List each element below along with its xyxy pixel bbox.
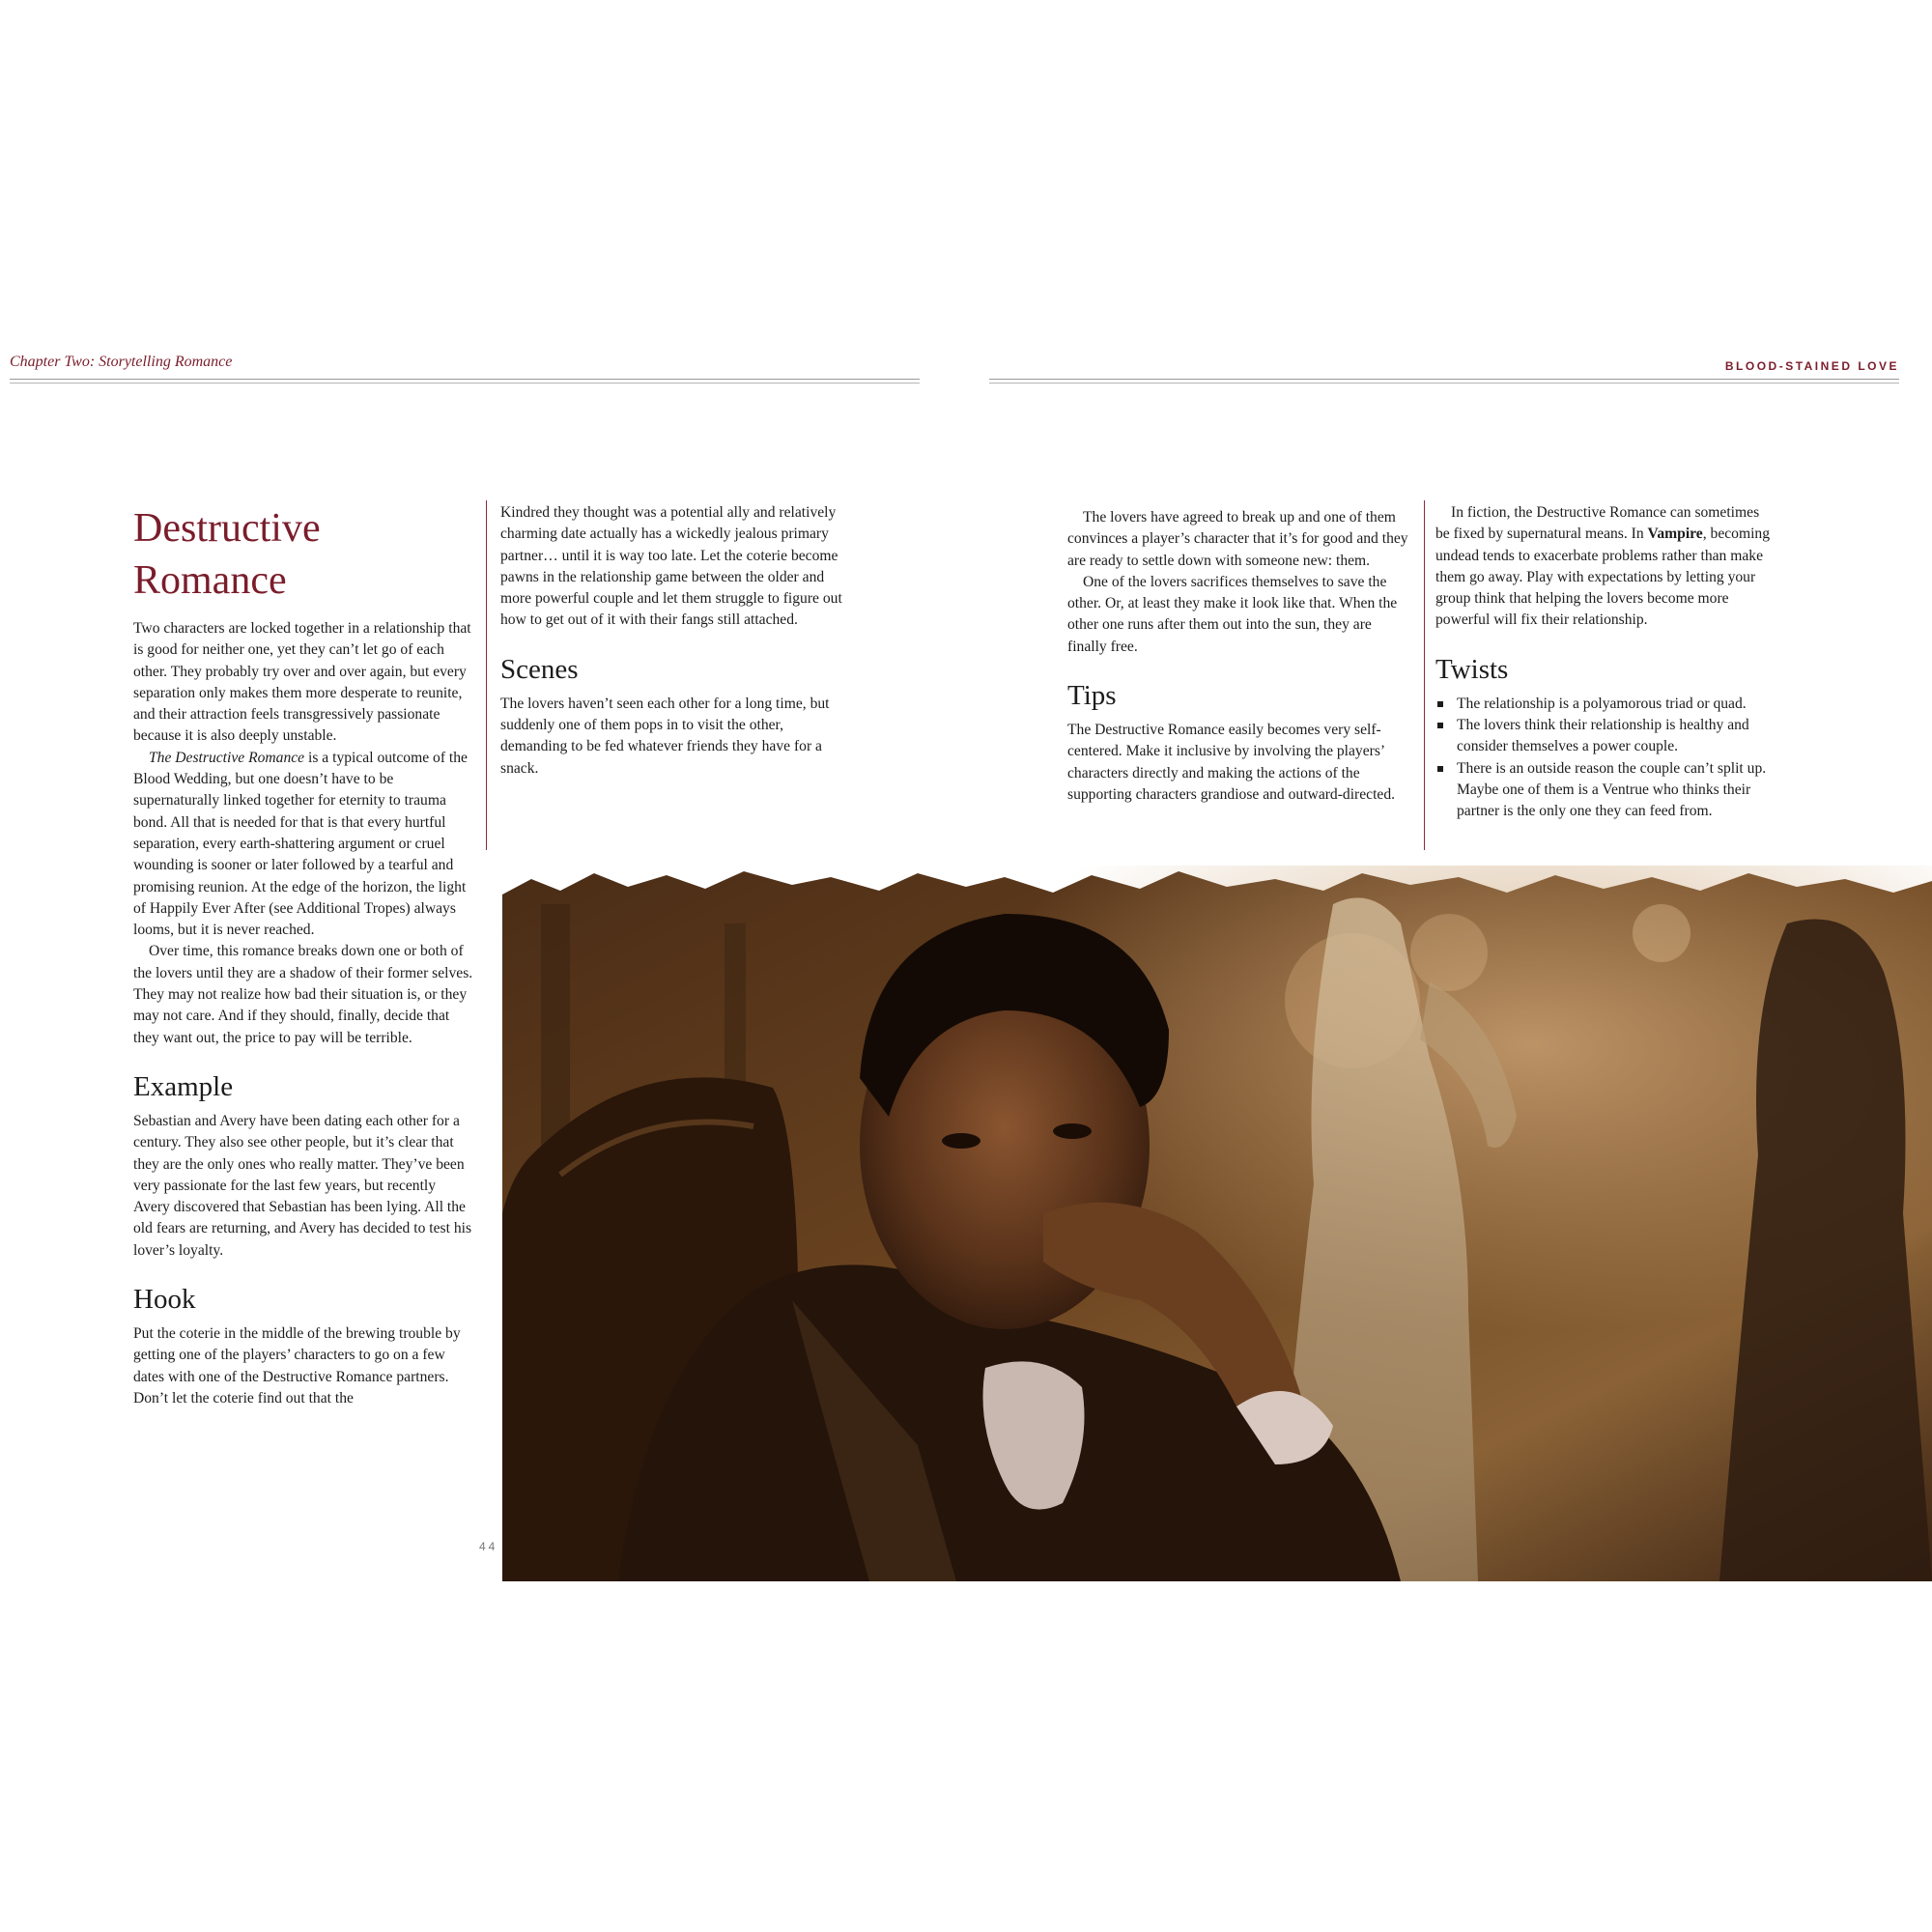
intro-paragraph: Two characters are locked together in a relationship that is good for neither one, yet they can’t let go of each other. They probably try over and over again, but every separation only makes them more desperate to reunite, and their attraction feels transgressively passionate because it is also deeply unstable. (133, 620, 471, 745)
overtime-paragraph: Over time, this romance breaks down one or both of the lovers until they are a shadow of their former selves. They may not realize how bad their situation is, or they may not care. And if they should, finally, decide that they want out, the price to pay will be terrible. (133, 943, 473, 1046)
header-rule-right (989, 379, 1899, 380)
twists-heading: Twists (1435, 653, 1509, 685)
scenes-heading: Scenes (500, 653, 579, 685)
scene-breakup-paragraph: The lovers have agreed to break up and one of them convinces a player’s character that it’s for good and they are ready to settle down with someone new: them. (1067, 509, 1408, 569)
bokeh-light (1410, 914, 1488, 991)
man-eye-right (1053, 1123, 1092, 1139)
header-rule-left (10, 379, 920, 380)
header-chapter-title: Chapter Two: Storytelling Romance (10, 354, 233, 370)
man-eye-left (942, 1133, 980, 1149)
section-title (133, 502, 473, 607)
column-1 (133, 502, 473, 1409)
example-heading: Example (133, 1070, 234, 1102)
column-4 (1435, 502, 1776, 823)
scenes-paragraph: The lovers haven’t seen each other for a long time, but suddenly one of them pops in to visit the other, demanding to be fed whatever friends they have for a snack. (500, 695, 830, 777)
column-2 (500, 502, 842, 780)
fiction-paragraph (1435, 502, 1776, 632)
twist-item: The lovers think their relationship is healthy and consider themselves a power couple. (1435, 715, 1776, 758)
fiction-text-after: , becoming undead tends to exacerbate problems rather than make them go away. Play with expectations by letting your group think that helping the lovers become more powerful will fix their relationship. (1435, 526, 1771, 629)
page-number: 44 (479, 1540, 498, 1553)
column-3 (1067, 507, 1411, 806)
fiction-text-before: In fiction, the Destructive Romance can sometimes be fixed by supernatural means. In (1435, 504, 1760, 543)
tips-heading: Tips (1067, 680, 1117, 712)
twist-item: There is an outside reason the couple can’t split up. Maybe one of them is a Ventrue who thinks their partner is the only one they can feed from. (1435, 758, 1776, 823)
outcome-paragraph (133, 748, 473, 942)
hook-heading: Hook (133, 1284, 196, 1316)
column-divider-2 (1424, 500, 1425, 850)
column-divider-1 (486, 500, 487, 850)
twists-list (1435, 694, 1776, 823)
vampire-bold: Vampire (1647, 526, 1703, 543)
title-line-1: Destructive (133, 506, 321, 551)
example-paragraph: Sebastian and Avery have been dating each other for a century. They also see other people, but it’s clear that they are the only ones who really matter. They’ve been very passionate for the last few years, but recently Avery discovered that Sebastian has been lying. All the old fears are returning, and Avery has decided to test his lover’s loyalty. (133, 1112, 472, 1259)
scene-sacrifice-paragraph: One of the lovers sacrifices themselves to save the other. Or, at least they make it look like that. When the other one runs after them out into the sun, they are finally free. (1067, 573, 1398, 655)
twist-item: The relationship is a polyamorous triad or quad. (1435, 694, 1776, 715)
hook-paragraph: Put the coterie in the middle of the brewing trouble by getting one of the players’ characters to go on a few dates with one of the Destructive Romance partners. Don’t let the coterie find out that the (133, 1325, 461, 1406)
tips-paragraph: The Destructive Romance easily becomes very self-centered. Make it inclusive by involving the players’ characters directly and making the actions of the supporting characters grandiose and outward-directed. (1067, 722, 1396, 803)
outcome-italic: The Destructive Romance (149, 749, 305, 766)
bokeh-light (1633, 904, 1690, 962)
header-book-title: BLOOD-STAINED LOVE (1724, 359, 1899, 373)
illustration-svg (502, 866, 1932, 1581)
hook-continued-paragraph: Kindred they thought was a potential ally and relatively charming date actually has a wickedly jealous primary partner… until it is way too late. Let the coterie become pawns in the relationship game between the older and more powerful couple and let them struggle to figure out how to get out of it with their fangs still attached. (500, 504, 842, 629)
illustration (502, 866, 1932, 1581)
outcome-text: is a typical outcome of the Blood Wedding, but one doesn’t have to be supernaturally linked together for eternity to trauma bond. All that is needed for that is that every hurtful separation, every earth-shattering argument or cruel wounding is sooner or later followed by a tearful and promising reunion. At the edge of the horizon, the light of Happily Ever After (see Additional Tropes) always looms, but it is never reached. (133, 749, 468, 939)
title-line-2: Romance (133, 558, 287, 603)
